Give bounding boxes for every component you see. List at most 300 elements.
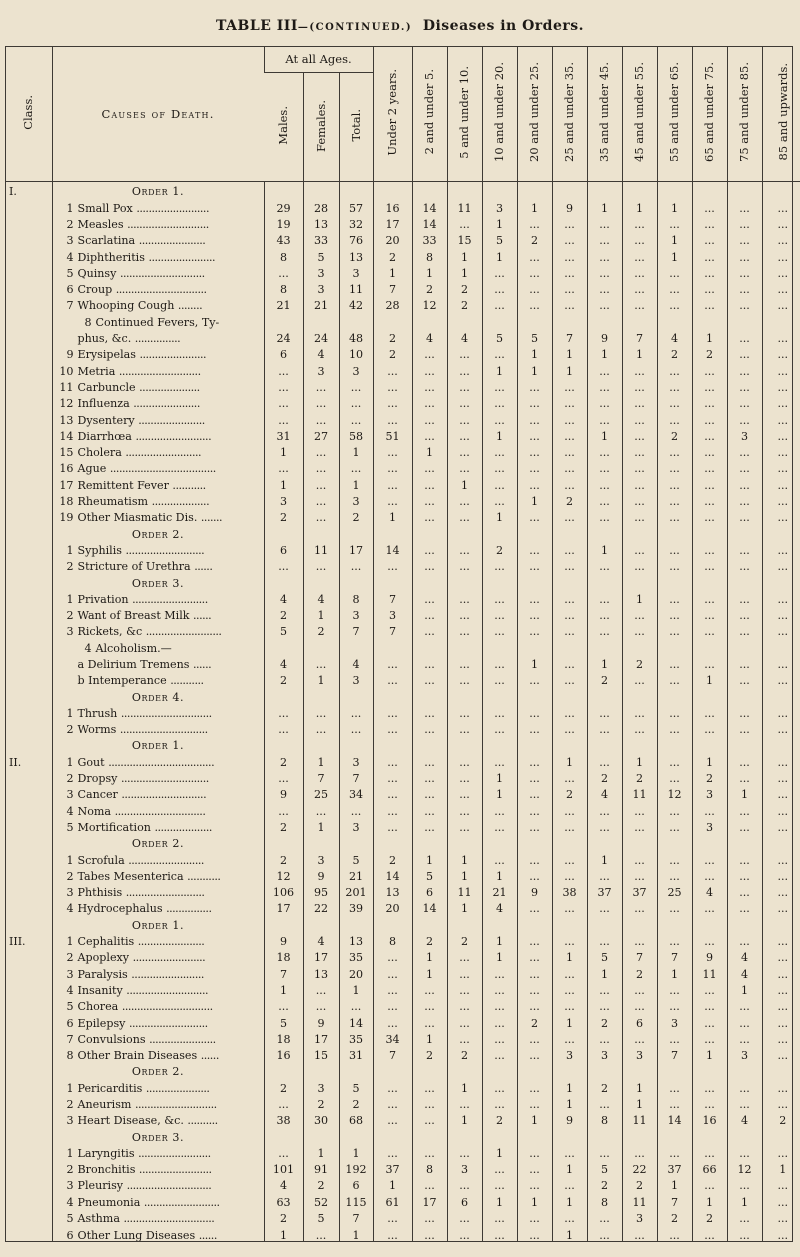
cause-cell — [52, 769, 264, 785]
value-cell: ... — [762, 198, 800, 214]
value-cell: 1 — [552, 345, 587, 361]
value-cell: ... — [727, 361, 762, 377]
empty-cell — [373, 687, 412, 703]
value-cell: ... — [482, 1079, 517, 1095]
cause-number: 11 — [59, 380, 74, 394]
class-cell — [5, 247, 52, 263]
value-cell: ... — [339, 997, 373, 1013]
value-cell: ... — [517, 932, 552, 948]
value-cell: ... — [762, 622, 800, 638]
value-cell: 2 — [447, 280, 482, 296]
value-cell — [727, 313, 762, 329]
value-cell: ... — [692, 1079, 727, 1095]
class-cell — [5, 1160, 52, 1176]
value-cell: ... — [727, 410, 762, 426]
value-cell: 1 — [447, 850, 482, 866]
cause-number: 1 — [66, 592, 74, 606]
value-cell: ... — [447, 753, 482, 769]
cause-name: Rickets, &c — [77, 625, 143, 639]
table-row — [5, 769, 800, 785]
value-cell: ... — [303, 394, 339, 410]
value-cell: ... — [587, 704, 622, 720]
value-cell: ... — [587, 622, 622, 638]
leader-dots: ............................ — [126, 1179, 212, 1193]
leader-dots: ........................... — [126, 983, 209, 997]
value-cell: 1 — [622, 590, 657, 606]
table-row — [5, 427, 800, 443]
value-cell: ... — [762, 769, 800, 785]
value-cell: 4 — [264, 590, 303, 606]
empty-cell — [727, 573, 762, 589]
cause-cell — [52, 198, 264, 214]
value-cell: 1 — [692, 329, 727, 345]
value-cell: ... — [412, 492, 447, 508]
value-cell: 9 — [552, 198, 587, 214]
empty-cell — [727, 916, 762, 932]
value-cell: 2 — [264, 1079, 303, 1095]
value-cell: 7 — [339, 622, 373, 638]
value-cell: 3 — [692, 818, 727, 834]
cause-cell — [52, 1193, 264, 1209]
value-cell: ... — [692, 231, 727, 247]
value-cell: 37 — [657, 1160, 692, 1176]
class-cell — [5, 997, 52, 1013]
value-cell — [303, 313, 339, 329]
value-cell: 3 — [339, 361, 373, 377]
value-cell: ... — [517, 867, 552, 883]
value-cell: ... — [303, 492, 339, 508]
value-cell: ... — [552, 801, 587, 817]
table-row — [5, 313, 800, 329]
value-cell: ... — [482, 1176, 517, 1192]
value-cell: ... — [264, 720, 303, 736]
empty-cell — [552, 1127, 587, 1143]
value-cell: ... — [622, 296, 657, 312]
value-cell: 1 — [412, 1030, 447, 1046]
cause-cell — [52, 492, 264, 508]
value-cell: ... — [727, 394, 762, 410]
order-label: Order 2. — [52, 524, 264, 540]
class-cell — [5, 394, 52, 410]
cause-cell — [52, 704, 264, 720]
table-row — [5, 1046, 800, 1062]
value-cell: ... — [622, 231, 657, 247]
value-cell: ... — [482, 1013, 517, 1029]
value-cell: 1 — [552, 753, 587, 769]
table-row — [5, 215, 800, 231]
value-cell: 1 — [552, 1095, 587, 1111]
value-cell: 24 — [264, 329, 303, 345]
value-cell: 9 — [303, 1013, 339, 1029]
cause-number: 2 — [66, 869, 74, 883]
cause-number: 4 — [84, 641, 92, 655]
value-cell: ... — [447, 443, 482, 459]
value-cell: ... — [412, 345, 447, 361]
value-cell: ... — [264, 557, 303, 573]
value-cell: ... — [339, 801, 373, 817]
value-cell: ... — [657, 1030, 692, 1046]
value-cell: 1 — [447, 264, 482, 280]
value-cell: ... — [727, 1030, 762, 1046]
cause-cell — [52, 1079, 264, 1095]
value-cell: 2 — [482, 1111, 517, 1127]
value-cell: 1 — [587, 964, 622, 980]
value-cell: 3 — [339, 492, 373, 508]
leader-dots: ...... — [193, 609, 212, 623]
value-cell: 3 — [657, 1013, 692, 1029]
value-cell: ... — [727, 329, 762, 345]
value-cell: 2 — [264, 850, 303, 866]
value-cell: ... — [727, 932, 762, 948]
table-row — [5, 622, 800, 638]
class-cell — [5, 671, 52, 687]
value-cell: ... — [587, 997, 622, 1013]
cause-number: 3 — [66, 1179, 74, 1193]
leader-dots: ...................... — [138, 413, 205, 427]
empty-cell — [303, 1062, 339, 1078]
value-cell: ... — [303, 704, 339, 720]
value-cell: ... — [762, 557, 800, 573]
value-cell: 8 — [264, 247, 303, 263]
table-row — [5, 329, 800, 345]
order-label: Order 1. — [52, 916, 264, 932]
cause-name: Aneurism — [77, 1098, 132, 1111]
value-cell: 1 — [587, 541, 622, 557]
value-cell: 43 — [264, 231, 303, 247]
value-cell: ... — [552, 1176, 587, 1192]
value-cell: ... — [657, 557, 692, 573]
empty-cell — [412, 736, 447, 752]
class-cell — [5, 1193, 52, 1209]
value-cell: 2 — [373, 850, 412, 866]
value-cell: 2 — [657, 427, 692, 443]
leader-dots: ......................... — [143, 1195, 220, 1209]
value-cell: ... — [552, 606, 587, 622]
value-cell: ... — [762, 899, 800, 915]
order-label: Order 2. — [52, 1062, 264, 1078]
value-cell: 1 — [517, 345, 552, 361]
cause-number: 5 — [66, 820, 74, 834]
empty-cell — [447, 687, 482, 703]
value-cell: ... — [587, 1095, 622, 1111]
class-cell — [5, 899, 52, 915]
value-cell — [622, 638, 657, 654]
value-cell: 24 — [303, 329, 339, 345]
table-row — [5, 1160, 800, 1176]
value-cell: ... — [373, 410, 412, 426]
value-cell: ... — [303, 459, 339, 475]
cause-name: Scarlatina — [77, 234, 136, 248]
cause-cell — [52, 557, 264, 573]
value-cell: ... — [727, 867, 762, 883]
value-cell: ... — [373, 1079, 412, 1095]
value-cell: ... — [762, 964, 800, 980]
value-cell: 39 — [339, 899, 373, 915]
empty-cell — [373, 524, 412, 540]
table-row — [5, 785, 800, 801]
value-cell: 25 — [303, 785, 339, 801]
value-cell: ... — [412, 801, 447, 817]
value-cell: 1 — [264, 443, 303, 459]
value-cell: ... — [727, 1013, 762, 1029]
value-cell: ... — [657, 410, 692, 426]
value-cell: ... — [657, 801, 692, 817]
value-cell: 1 — [482, 785, 517, 801]
leader-dots: .............................. — [115, 283, 207, 297]
value-cell: ... — [552, 622, 587, 638]
value-cell: ... — [762, 427, 800, 443]
leader-dots: ...................... — [137, 935, 205, 949]
value-cell: 16 — [373, 198, 412, 214]
class-cell — [5, 818, 52, 834]
value-cell: ... — [727, 443, 762, 459]
value-cell: ... — [762, 720, 800, 736]
class-cell — [5, 622, 52, 638]
empty-cell — [482, 524, 517, 540]
cause-cell — [52, 899, 264, 915]
value-cell: ... — [517, 280, 552, 296]
value-cell: 1 — [447, 247, 482, 263]
class-cell — [5, 573, 52, 589]
value-cell: ... — [447, 606, 482, 622]
value-cell: ... — [657, 476, 692, 492]
value-cell: ... — [517, 541, 552, 557]
value-cell: 1 — [339, 476, 373, 492]
value-cell: ... — [762, 476, 800, 492]
value-cell: ... — [762, 459, 800, 475]
cause-name: Laryngitis — [77, 1146, 135, 1160]
value-cell: ... — [622, 410, 657, 426]
value-cell: 1 — [622, 1095, 657, 1111]
value-cell: 2 — [587, 1176, 622, 1192]
cause-cell — [52, 459, 264, 475]
table-row — [5, 981, 800, 997]
value-cell: ... — [447, 818, 482, 834]
value-cell: ... — [622, 361, 657, 377]
value-cell: ... — [447, 671, 482, 687]
value-cell: ... — [587, 231, 622, 247]
value-cell: 5 — [587, 948, 622, 964]
value-cell: 2 — [447, 1046, 482, 1062]
empty-cell — [692, 182, 727, 199]
class-cell — [5, 1176, 52, 1192]
value-cell: ... — [373, 1013, 412, 1029]
value-cell: 3 — [303, 280, 339, 296]
cause-name: Continued Fevers, Ty- — [95, 315, 220, 329]
leader-dots: ........................ — [131, 967, 204, 981]
empty-cell — [587, 1127, 622, 1143]
value-cell: ... — [373, 769, 412, 785]
value-cell: ... — [622, 378, 657, 394]
value-cell: 57 — [339, 198, 373, 214]
value-cell: 5 — [482, 231, 517, 247]
value-cell: 18 — [264, 1030, 303, 1046]
value-cell: ... — [552, 215, 587, 231]
value-cell: ... — [657, 443, 692, 459]
value-cell: ... — [412, 671, 447, 687]
value-cell: ... — [762, 932, 800, 948]
value-cell: ... — [339, 394, 373, 410]
value-cell: ... — [482, 801, 517, 817]
leader-dots: ...................... — [149, 1032, 216, 1046]
class-header: Class. — [5, 46, 52, 182]
value-cell: ... — [587, 801, 622, 817]
value-cell: ... — [264, 378, 303, 394]
empty-cell — [482, 1062, 517, 1078]
table-row — [5, 1013, 800, 1029]
table-row — [5, 801, 800, 817]
value-cell: ... — [517, 606, 552, 622]
value-cell: 3 — [552, 1046, 587, 1062]
value-cell: 1 — [482, 1144, 517, 1160]
value-cell: 1 — [303, 753, 339, 769]
value-cell: ... — [622, 443, 657, 459]
value-cell: ... — [692, 410, 727, 426]
value-cell: 2 — [412, 932, 447, 948]
value-cell: ... — [622, 541, 657, 557]
cause-cell — [52, 427, 264, 443]
value-cell: ... — [762, 1046, 800, 1062]
table-row — [5, 394, 800, 410]
leader-dots: .......................... — [125, 886, 205, 900]
value-cell: 1 — [657, 231, 692, 247]
value-cell: 13 — [339, 247, 373, 263]
value-cell: ... — [762, 329, 800, 345]
value-cell: ... — [762, 345, 800, 361]
value-cell: ... — [552, 850, 587, 866]
value-cell — [412, 638, 447, 654]
value-cell: ... — [552, 899, 587, 915]
value-cell: ... — [552, 655, 587, 671]
value-cell: 1 — [482, 948, 517, 964]
table-row — [5, 1111, 800, 1127]
value-cell: ... — [517, 1144, 552, 1160]
value-cell: ... — [264, 361, 303, 377]
value-cell: 7 — [373, 280, 412, 296]
age-band-header: 75 and under 85. — [727, 46, 762, 182]
empty-cell — [622, 916, 657, 932]
empty-cell — [264, 1127, 303, 1143]
leader-dots: ........................... — [127, 217, 209, 231]
table-row — [5, 899, 800, 915]
value-cell: ... — [482, 557, 517, 573]
value-cell: ... — [412, 753, 447, 769]
value-cell: ... — [303, 1225, 339, 1242]
value-cell: 52 — [303, 1193, 339, 1209]
value-cell: ... — [482, 476, 517, 492]
value-cell: ... — [762, 1013, 800, 1029]
value-cell: 27 — [303, 427, 339, 443]
empty-cell — [482, 687, 517, 703]
value-cell: ... — [622, 394, 657, 410]
value-cell: ... — [339, 704, 373, 720]
value-cell: ... — [412, 655, 447, 671]
value-cell: 201 — [339, 883, 373, 899]
value-cell: ... — [303, 378, 339, 394]
value-cell: ... — [482, 704, 517, 720]
value-cell: ... — [692, 394, 727, 410]
value-cell: ... — [412, 997, 447, 1013]
cause-name: Carbuncle — [77, 380, 136, 394]
table-row — [5, 964, 800, 980]
empty-cell — [552, 736, 587, 752]
table-row — [5, 198, 800, 214]
value-cell: 12 — [657, 785, 692, 801]
value-cell: 1 — [517, 1111, 552, 1127]
value-cell: ... — [587, 476, 622, 492]
value-cell: ... — [692, 443, 727, 459]
leader-dots: ............................ — [119, 266, 205, 280]
value-cell: 4 — [447, 329, 482, 345]
value-cell: ... — [762, 850, 800, 866]
class-cell — [5, 964, 52, 980]
table-row — [5, 1030, 800, 1046]
leader-dots: .......... — [187, 1114, 218, 1128]
value-cell: ... — [552, 997, 587, 1013]
leader-dots: ........................ — [136, 201, 209, 215]
value-cell: ... — [762, 541, 800, 557]
value-cell: ... — [303, 997, 339, 1013]
value-cell: ... — [482, 818, 517, 834]
empty-cell — [264, 916, 303, 932]
value-cell: ... — [587, 247, 622, 263]
value-cell: ... — [762, 948, 800, 964]
value-cell: 1 — [447, 1111, 482, 1127]
cause-name: Pleurisy — [77, 1179, 124, 1193]
class-cell — [5, 508, 52, 524]
empty-cell — [552, 182, 587, 199]
value-cell: 1 — [264, 981, 303, 997]
value-cell: ... — [727, 1209, 762, 1225]
value-cell: ... — [412, 1176, 447, 1192]
leader-dots: ........................... — [118, 364, 201, 378]
empty-cell — [762, 1062, 800, 1078]
leader-dots: ...... — [192, 657, 212, 671]
value-cell: ... — [552, 1030, 587, 1046]
empty-cell — [552, 916, 587, 932]
value-cell: 2 — [264, 753, 303, 769]
value-cell: ... — [447, 459, 482, 475]
cause-cell — [52, 932, 264, 948]
value-cell: ... — [482, 606, 517, 622]
value-cell: 1 — [264, 1225, 303, 1242]
value-cell: 21 — [339, 867, 373, 883]
empty-cell — [727, 687, 762, 703]
value-cell — [339, 638, 373, 654]
value-cell: 1 — [303, 671, 339, 687]
order-heading-row — [5, 573, 800, 589]
value-cell: ... — [587, 981, 622, 997]
class-cell — [5, 655, 52, 671]
value-cell: ... — [692, 655, 727, 671]
value-cell: 17 — [412, 1193, 447, 1209]
value-cell: ... — [264, 1144, 303, 1160]
value-cell: 3 — [339, 671, 373, 687]
empty-cell — [412, 573, 447, 589]
value-cell: 1 — [657, 1176, 692, 1192]
value-cell: 16 — [692, 1111, 727, 1127]
empty-cell — [762, 834, 800, 850]
value-cell: 1 — [762, 1160, 800, 1176]
cause-number: 7 — [66, 299, 74, 313]
cause-number: 3 — [66, 625, 74, 639]
value-cell: ... — [622, 606, 657, 622]
value-cell: ... — [412, 769, 447, 785]
value-cell: 1 — [587, 198, 622, 214]
value-cell: ... — [727, 541, 762, 557]
class-cell — [5, 1079, 52, 1095]
class-cell — [5, 785, 52, 801]
